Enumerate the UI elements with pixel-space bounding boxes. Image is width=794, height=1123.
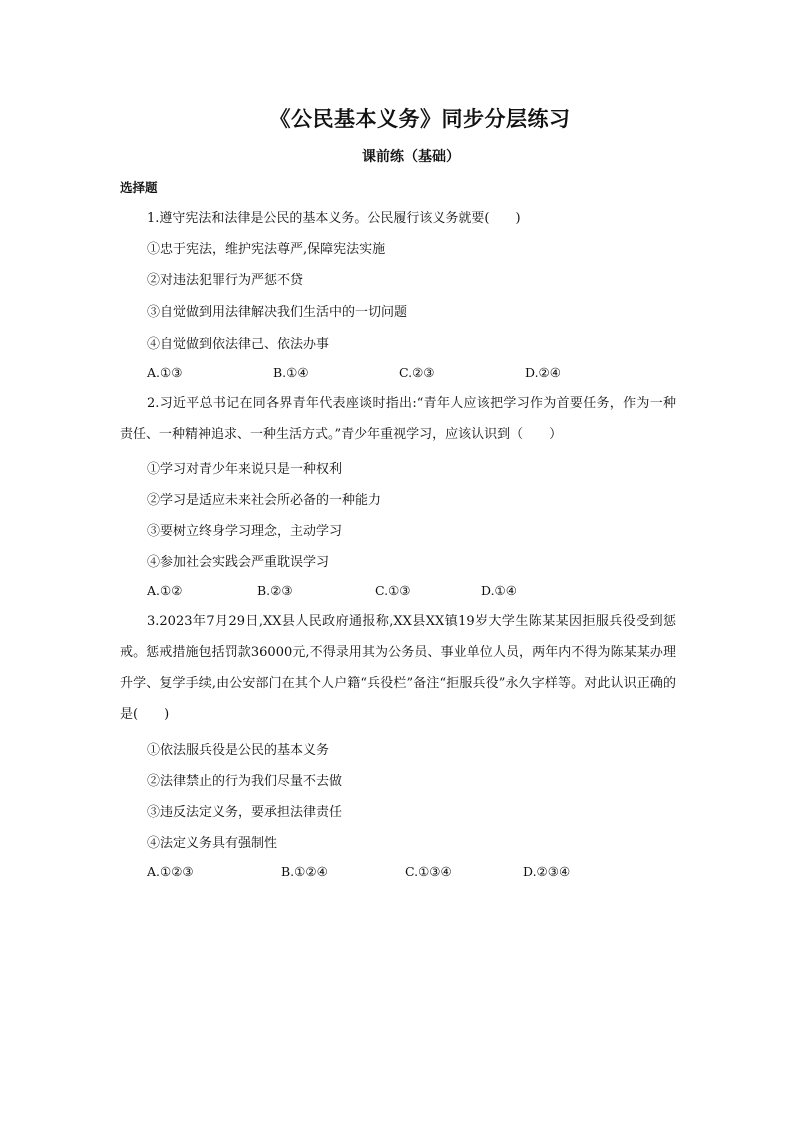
question-3-option-b: B.①②④: [281, 864, 328, 879]
question-3-item-3: ③违反法定义务，要承担法律责任: [147, 805, 343, 820]
question-3-stem: 3.2023年7月29日,XX县人民政府通报称,XX县XX镇19岁大学生陈某某因拒服兵役受到惩戒。惩戒措施包括罚款36000元,不得录用其为公务员、事业单位人员，两年内不得为陈某某办理升学、复学手续,由公安部门在其个人户籍“兵役栏”备注“拒服兵役”永久字样等。对此认识正确的是( ): [120, 614, 676, 722]
question-3-options: [147, 864, 570, 879]
question-1-option-a: A.①③: [147, 365, 183, 380]
page-subtitle: 课前练（基础）: [362, 149, 460, 165]
question-1-option-d: D.②④: [525, 365, 561, 380]
question-2-option-d: D.①④: [481, 583, 517, 598]
question-3-option-d: D.②③④: [523, 864, 571, 879]
question-1-option-b: B.①④: [273, 365, 309, 380]
question-2-stem: 2.习近平总书记在同各界青年代表座谈时指出:“青年人应该把学习作为首要任务，作为一种责任、一种精神追求、一种生活方式。”青少年重视学习，应该认识到（ ）: [120, 396, 676, 442]
question-3-item-1: ①依法服兵役是公民的基本义务: [147, 743, 330, 758]
question-2-item-4: ④参加社会实践会严重耽误学习: [147, 555, 330, 570]
question-2-option-a: A.①②: [147, 583, 183, 598]
question-1-stem: 1.遵守宪法和法律是公民的基本义务。公民履行该义务就要( ): [147, 211, 521, 226]
question-2-option-c: C.①③: [375, 583, 411, 598]
page-title: 《公民基本义务》同步分层练习: [269, 106, 571, 131]
question-2-item-1: ①学习对青少年来说只是一种权利: [147, 462, 343, 477]
question-3-item-4: ④法定义务具有强制性: [147, 836, 278, 851]
question-2-options: [147, 583, 517, 598]
question-1-option-c: C.②③: [399, 365, 435, 380]
section-heading: 选择题: [120, 180, 158, 195]
question-3-option-c: C.①③④: [405, 864, 452, 879]
question-1-item-4: ④自觉做到依法律己、依法办事: [147, 337, 330, 352]
question-1-item-2: ②对违法犯罪行为严惩不贷: [147, 273, 304, 288]
question-1-options: [147, 365, 561, 380]
question-3-item-2: ②法律禁止的行为我们尽量不去做: [147, 774, 343, 789]
question-2-option-b: B.②③: [257, 583, 293, 598]
question-1-item-3: ③自觉做到用法律解决我们生活中的一切问题: [147, 305, 408, 320]
question-2-item-3: ③要树立终身学习理念，主动学习: [147, 524, 343, 539]
question-1-item-1: ①忠于宪法，维护宪法尊严,保障宪法实施: [147, 242, 386, 257]
question-2-item-2: ②学习是适应未来社会所必备的一种能力: [147, 493, 382, 508]
question-3-option-a: A.①②③: [147, 864, 194, 879]
